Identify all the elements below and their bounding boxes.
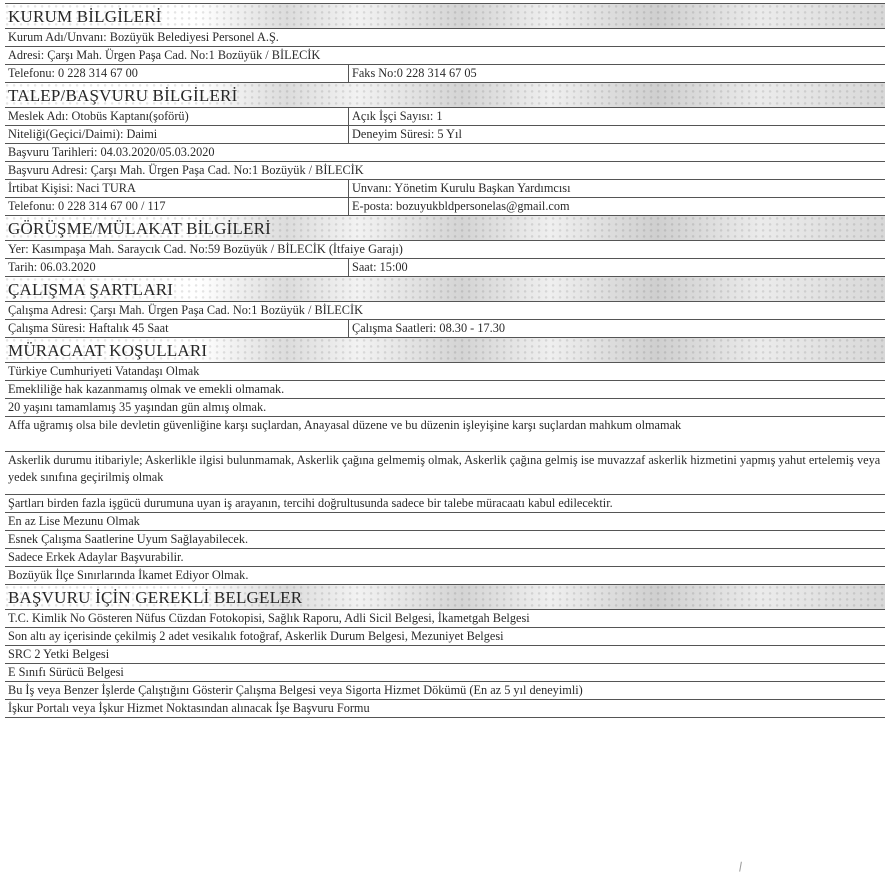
muracaat-item [5, 398, 885, 416]
belge-text: SRC 2 Yetki Belgesi [8, 647, 110, 661]
talep-adres: Başvuru Adresi: Çarşı Mah. Ürgen Paşa Cad. No:1 Bozüyük / BİLECİK [8, 163, 364, 177]
belge-text: Bu İş veya Benzer İşlerde Çalıştığını Gösterir Çalışma Belgesi veya Sigorta Hizmet Dökümü (En az 5 yıl deneyimli) [8, 683, 583, 697]
row-talep-meslek [5, 107, 885, 125]
gorusme-saat: Saat: 15:00 [352, 260, 408, 274]
belge-item [5, 699, 885, 717]
gorusme-yer: Yer: Kasımpaşa Mah. Saraycık Cad. No:59 Bozüyük / BİLECİK (İtfaiye Garajı) [8, 242, 403, 256]
muracaat-text: Esnek Çalışma Saatlerine Uyum Sağlayabilecek. [8, 532, 249, 546]
muracaat-text: Askerlik durumu itibariyle; Askerlikle ilgisi bulunmamak, Askerlik çağına gelmemiş olmak, Askerlik çağına gelmiş ise muvazzaf askerlik hizmetini yapmış yahut ertelemiş veya yedek sınıfına geçirilmiş olmak [8, 453, 881, 484]
row-gorusme-yer [5, 240, 885, 258]
muracaat-text: Türkiye Cumhuriyeti Vatandaşı Olmak [8, 364, 200, 378]
section-header-muracaat: MÜRACAAT KOŞULLARI [5, 337, 885, 362]
kurum-faks: Faks No:0 228 314 67 05 [352, 66, 477, 80]
row-calisma-adres [5, 301, 885, 319]
muracaat-text: 20 yaşını tamamlamış 35 yaşından gün almış olmak. [8, 400, 267, 414]
section-header-talep: TALEP/BAŞVURU BİLGİLERİ [5, 82, 885, 107]
row-talep-nitelik [5, 125, 885, 143]
belge-item [5, 609, 885, 627]
talep-meslek: Meslek Adı: Otobüs Kaptanı(şoförü) [5, 108, 349, 125]
muracaat-item [5, 548, 885, 566]
calisma-adres: Çalışma Adresi: Çarşı Mah. Ürgen Paşa Cad. No:1 Bozüyük / BİLECİK [8, 303, 363, 317]
muracaat-item [5, 380, 885, 398]
table-bottom-border [5, 717, 885, 718]
belge-text: İşkur Portalı veya İşkur Hizmet Noktasından alınacak İşe Başvuru Formu [8, 701, 370, 715]
row-calisma-sure [5, 319, 885, 337]
muracaat-item [5, 494, 885, 512]
muracaat-text: En az Lise Mezunu Olmak [8, 514, 140, 528]
belge-item [5, 681, 885, 699]
row-talep-tarih [5, 143, 885, 161]
muracaat-item [5, 530, 885, 548]
talep-tarih: Başvuru Tarihleri: 04.03.2020/05.03.2020 [8, 145, 215, 159]
calisma-sure: Çalışma Süresi: Haftalık 45 Saat [5, 320, 349, 337]
pen-mark [739, 862, 746, 873]
calisma-saatler: Çalışma Saatleri: 08.30 - 17.30 [352, 321, 506, 335]
talep-unvan: Unvanı: Yönetim Kurulu Başkan Yardımcısı [352, 181, 571, 195]
muracaat-text: Şartları birden fazla işgücü durumuna uyan iş arayanın, tercihi doğrultusunda sadece bir talebe müracaatı kabul edilecektir. [8, 496, 613, 510]
belge-text: E Sınıfı Sürücü Belgesi [8, 665, 124, 679]
row-talep-telefon [5, 197, 885, 215]
belge-item [5, 663, 885, 681]
muracaat-item [5, 566, 885, 584]
kurum-adres: Adresi: Çarşı Mah. Ürgen Paşa Cad. No:1 Bozüyük / BİLECİK [8, 48, 321, 62]
talep-eposta: E-posta: bozuyukbldpersonelas@gmail.com [352, 199, 570, 213]
row-kurum-telefon [5, 64, 885, 82]
muracaat-item [5, 416, 885, 451]
section-header-gorusme: GÖRÜŞME/MÜLAKAT BİLGİLERİ [5, 215, 885, 240]
kurum-ad: Kurum Adı/Unvanı: Bozüyük Belediyesi Personel A.Ş. [8, 30, 279, 44]
section-header-belgeler: BAŞVURU İÇİN GEREKLİ BELGELER [5, 584, 885, 609]
muracaat-text: Sadece Erkek Adaylar Başvurabilir. [8, 550, 184, 564]
section-header-kurum: KURUM BİLGİLERİ [5, 3, 885, 28]
row-talep-irtibat [5, 179, 885, 197]
muracaat-item [5, 362, 885, 380]
gorusme-tarih: Tarih: 06.03.2020 [5, 259, 349, 276]
talep-telefon: Telefonu: 0 228 314 67 00 / 117 [5, 198, 349, 215]
row-talep-adres [5, 161, 885, 179]
muracaat-text: Affa uğramış olsa bile devletin güvenliğine karşı suçlardan, Anayasal düzene ve bu düzenin işleyişine karşı suçlardan mahkum olmamak [8, 418, 682, 432]
kurum-telefon: Telefonu: 0 228 314 67 00 [5, 65, 349, 82]
section-header-calisma: ÇALIŞMA ŞARTLARI [5, 276, 885, 301]
row-kurum-ad [5, 28, 885, 46]
talep-irtibat: İrtibat Kişisi: Naci TURA [5, 180, 349, 197]
belge-text: T.C. Kimlik No Gösteren Nüfus Cüzdan Fotokopisi, Sağlık Raporu, Adli Sicil Belgesi, İkametgah Belgesi [8, 611, 530, 625]
row-kurum-adres [5, 46, 885, 64]
talep-deneyim: Deneyim Süresi: 5 Yıl [352, 127, 462, 141]
form-page [5, 3, 885, 718]
muracaat-text: Bozüyük İlçe Sınırlarında İkamet Ediyor Olmak. [8, 568, 249, 582]
belge-text: Son altı ay içerisinde çekilmiş 2 adet vesikalık fotoğraf, Askerlik Durum Belgesi, Mezuniyet Belgesi [8, 629, 504, 643]
belge-item [5, 627, 885, 645]
muracaat-item [5, 451, 885, 494]
row-gorusme-tarih [5, 258, 885, 276]
muracaat-item [5, 512, 885, 530]
muracaat-text: Emekliliğe hak kazanmamış olmak ve emekli olmamak. [8, 382, 285, 396]
belge-item [5, 645, 885, 663]
talep-acik: Açık İşçi Sayısı: 1 [352, 109, 443, 123]
talep-nitelik: Niteliği(Geçici/Daimi): Daimi [5, 126, 349, 143]
